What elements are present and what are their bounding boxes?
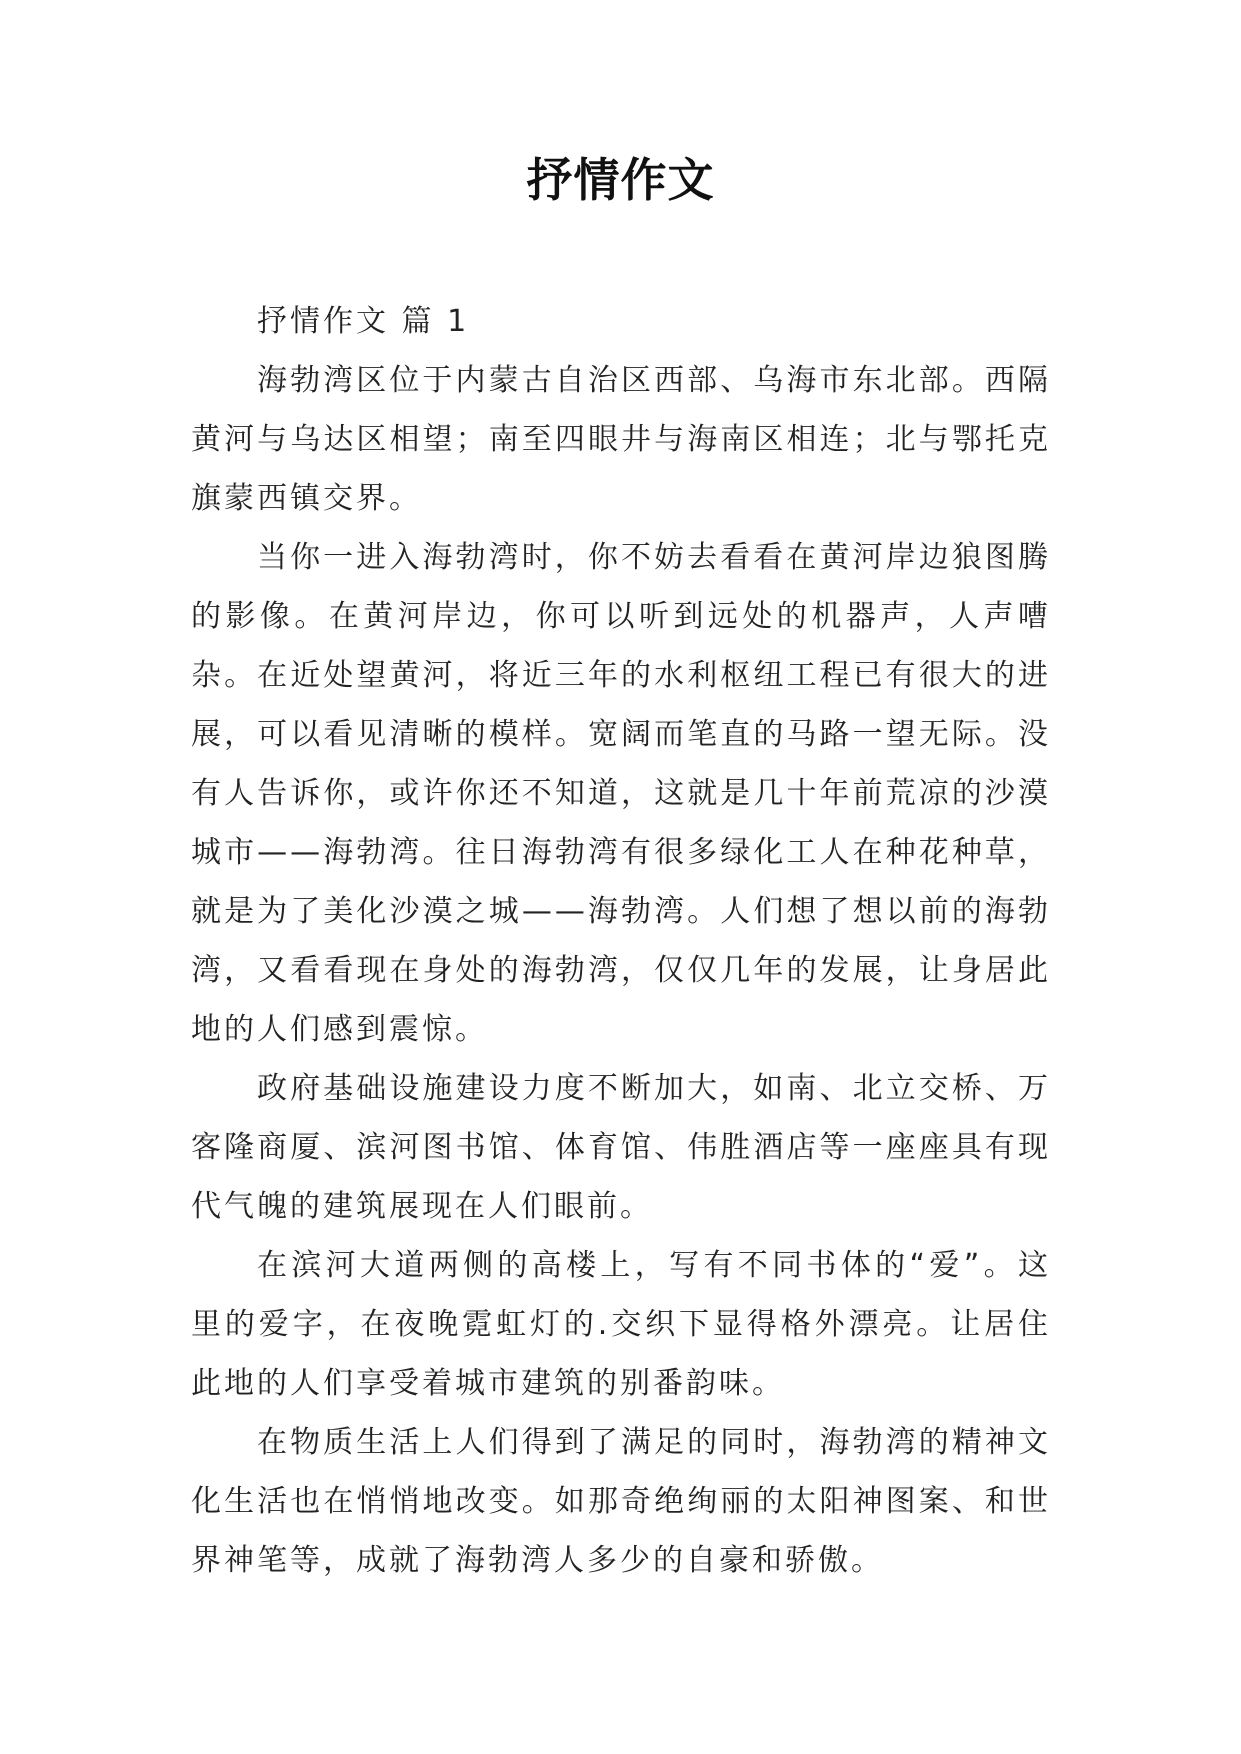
paragraph-3: 政府基础设施建设力度不断加大，如南、北立交桥、万客隆商厦、滨河图书馆、体育馆、伟胜酒店等一座座具有现代气魄的建筑展现在人们眼前。 bbox=[191, 1071, 1051, 1224]
document-title: 抒情作文 bbox=[526, 153, 715, 207]
paragraph-5: 在物质生活上人们得到了满足的同时，海勃湾的精神文化生活也在悄悄地改变。如那奇绝绚丽的太阳神图案、和世界神笔等，成就了海勃湾人多少的自豪和骄傲。 bbox=[191, 1425, 1051, 1578]
paragraph-4: 在滨河大道两侧的高楼上，写有不同书体的“爱”。这里的爱字，在夜晚霓虹灯的.交织下显得格外漂亮。让居住此地的人们享受着城市建筑的别番韵味。 bbox=[191, 1248, 1051, 1401]
section-heading: 抒情作文 篇 1 bbox=[257, 304, 470, 339]
document-body bbox=[191, 292, 1051, 1590]
paragraph-1: 海勃湾区位于内蒙古自治区西部、乌海市东北部。西隔黄河与乌达区相望；南至四眼井与海南区相连；北与鄂托克旗蒙西镇交界。 bbox=[191, 363, 1051, 516]
paragraph-2: 当你一进入海勃湾时，你不妨去看看在黄河岸边狼图腾的影像。在黄河岸边，你可以听到远处的机器声，人声嘈杂。在近处望黄河，将近三年的水利枢纽工程已有很大的进展，可以看见清晰的模样。宽阔而笔直的马路一望无际。没有人告诉你，或许你还不知道，这就是几十年前荒凉的沙漠城市——海勃湾。往日海勃湾有很多绿化工人在种花种草，就是为了美化沙漠之城——海勃湾。人们想了想以前的海勃湾，又看看现在身处的海勃湾，仅仅几年的发展，让身居此地的人们感到震惊。 bbox=[191, 540, 1051, 1047]
